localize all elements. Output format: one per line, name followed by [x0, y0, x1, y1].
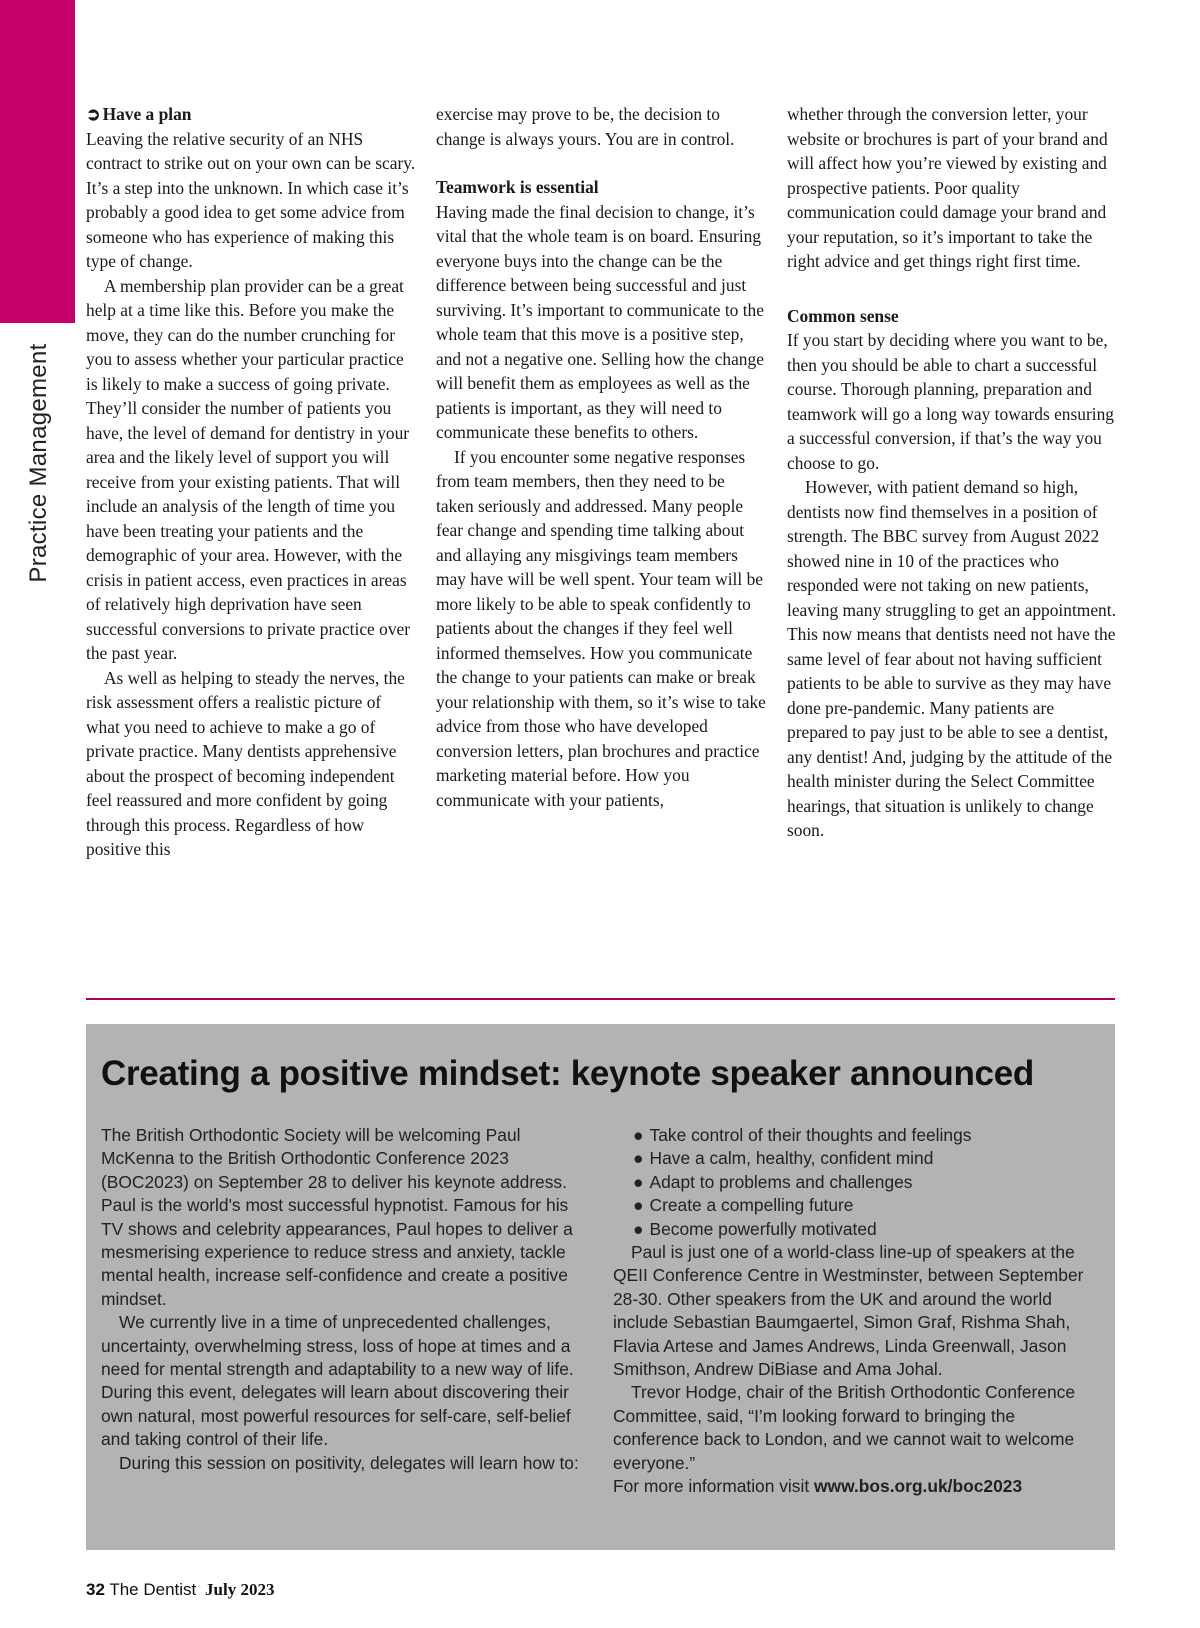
- list-item: ● Adapt to problems and challenges: [633, 1171, 913, 1192]
- heading-common-sense: Common sense: [787, 305, 899, 326]
- news-box-column-2: [613, 1124, 1103, 1499]
- paragraph: Paul is just one of a world-class line-up of speakers at the QEII Conference Centre in Westminster, between September 28-30. Other speakers from the UK and around the world include Sebastian Baumgaertel, Simon Graf, Rishma Shah, Flavia Artese and James Andrews, Linda Greenwall, Jason Smithson, Andrew DiBiase and Ama Johal.: [613, 1242, 1084, 1380]
- bullet-dot-icon: ●: [633, 1148, 644, 1169]
- paragraph: A membership plan provider can be a great help at a time like this. Before you make the move, they can do the number crunching for you to assess whether your particular practice is likely to make a success of going private. They’ll consider the number of patients you have, the level of demand for dentistry in your area and the likely level of support you will receive from your existing patients. That will include an analysis of the length of time you have been treating your patients and the demographic of your area. However, with the crisis in patient access, even practices in areas of relatively high deprivation have seen successful conversions to private practice over the past year.: [86, 275, 411, 663]
- issue-date: July 2023: [205, 1580, 275, 1599]
- paragraph: exercise may prove to be, the decision to change is always yours. You are in control.: [436, 104, 735, 149]
- paragraph: Having made the final decision to change, it’s vital that the whole team is on board. Ensuring everyone buys into the change can be the difference between being successful and just surviving. It’s important to communicate to the whole team that this move is a positive step, and not a negative one. Selling how the change will benefit them as employees as well as the patients is important, as they will need to communicate these benefits to others.: [436, 201, 764, 442]
- paragraph: Leaving the relative security of an NHS contract to strike out on your own can be scary. It’s a step into the unknown. In which case it’s probably a good idea to get some advice from someone who has experience of making this type of change.: [86, 128, 416, 271]
- paragraph: If you encounter some negative responses from team members, then they need to be taken seriously and addressed. Many people fear change and spending time talking about and allaying any misgivings team members may have will be well spent. Your team will be more likely to be able to speak confidently to patients about the changes if they feel well informed themselves. How you communicate the change to your patients can make or break your relationship with them, so it’s wise to take advice from those who have developed conversion letters, plan brochures and practice marketing material before. How you communicate with your patients,: [436, 446, 766, 810]
- paragraph: We currently live in a time of unprecedented challenges, uncertainty, overwhelming stress, loss of hope at times and a need for mental strength and adaptability to a new way of life. During this event, delegates will learn about discovering their own natural, most powerful resources for self-care, self-belief and taking control of their life.: [101, 1312, 574, 1450]
- news-box-column-1: [101, 1124, 591, 1475]
- heading-teamwork-is-essential: Teamwork is essential: [436, 177, 599, 197]
- bullet-dot-icon: ●: [633, 1218, 644, 1239]
- section-label: Practice Management: [25, 343, 52, 583]
- heading-have-a-plan: ➲ Have a plan: [86, 104, 192, 124]
- bullet-dot-icon: ●: [633, 1125, 644, 1145]
- paragraph: If you start by deciding where you want to be, then you should be able to chart a successful course. Thorough planning, preparation and teamwork will go a long way towards ensuring a successful conversion, if that’s the way you choose to go.: [787, 330, 1114, 473]
- section-divider: [86, 998, 1115, 1000]
- bullet-list: [613, 1124, 1103, 1241]
- paragraph: Trevor Hodge, chair of the British Orthodontic Conference Committee, said, “I’m looking forward to bringing the conference back to London, and we cannot wait to welcome everyone.”: [613, 1382, 1075, 1473]
- list-item: ● Have a calm, healthy, confident mind: [633, 1148, 934, 1169]
- article-column-3: [787, 102, 1117, 843]
- publication-name: The Dentist: [109, 1580, 197, 1599]
- page-number: 32: [86, 1580, 105, 1599]
- list-item: ● Create a compelling future: [633, 1195, 854, 1216]
- page-footer: [86, 1580, 274, 1600]
- list-item: ● Take control of their thoughts and feelings: [633, 1125, 972, 1145]
- section-color-bar: [0, 0, 75, 323]
- bullet-dot-icon: ●: [633, 1171, 644, 1192]
- paragraph: However, with patient demand so high, dentists now find themselves in a position of strength. The BBC survey from August 2022 showed nine in 10 of the practices who responded were not taking on new patients, leaving many struggling to get an appointment. This now means that dentists need not have the same level of fear about not having sufficient patients to be able to survive as they may have done pre-pandemic. Many patients are prepared to pay just to be able to see a dentist, any dentist! And, judging by the attitude of the health minister during the Select Committee hearings, that situation is unlikely to change soon.: [787, 477, 1116, 840]
- article-column-1: [86, 102, 416, 862]
- article-column-2: [436, 102, 766, 812]
- arrow-bullet-icon: ➲: [86, 104, 101, 124]
- paragraph: whether through the conversion letter, your website or brochures is part of your brand and will affect how you’re viewed by existing and prospective patients. Poor quality communication could damage your brand and your reputation, so it’s important to take the right advice and get things right first time.: [787, 104, 1108, 271]
- paragraph: The British Orthodontic Society will be welcoming Paul McKenna to the British Orthodontic Conference 2023 (BOC2023) on September 28 to deliver his keynote address. Paul is the world's most successful hypnotist. Famous for his TV shows and celebrity appearances, Paul hopes to deliver a mesmerising experience to reduce stress and anxiety, tackle mental health, increase self-confidence and create a positive mindset.: [101, 1125, 573, 1309]
- paragraph: During this session on positivity, delegates will learn how to:: [119, 1452, 579, 1473]
- more-info: For more information visit www.bos.org.uk/boc2023: [613, 1476, 1023, 1497]
- bullet-dot-icon: ●: [633, 1195, 644, 1216]
- list-item: ● Become powerfully motivated: [633, 1218, 877, 1239]
- news-box-title: Creating a positive mindset: keynote speaker announced: [101, 1054, 1034, 1093]
- more-info-link[interactable]: www.bos.org.uk/boc2023: [814, 1476, 1023, 1497]
- paragraph: As well as helping to steady the nerves, the risk assessment offers a realistic picture of what you need to achieve to make a go of private practice. Many dentists apprehensive about the prospect of becoming independent feel reassured and more confident by going through this process. Regardless of how positive this: [86, 667, 405, 859]
- news-box: [86, 1024, 1115, 1550]
